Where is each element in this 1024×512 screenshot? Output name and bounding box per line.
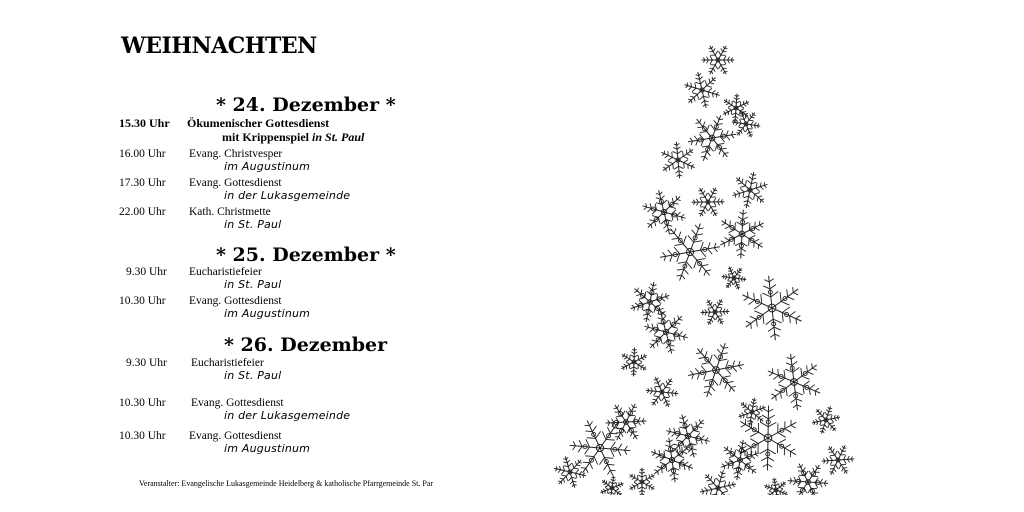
snowflake-icon <box>689 344 744 397</box>
event-location: im Augustinum <box>224 307 311 320</box>
snowflake-icon <box>723 94 748 122</box>
snowflake-icon <box>554 457 585 488</box>
event-name: Evang. Gottesdienst <box>189 430 282 442</box>
snowflake-icon <box>765 478 787 495</box>
event-location: im Augustinum <box>224 442 311 455</box>
event-name: Kath. Christmette <box>189 206 271 218</box>
event-name: Ökumenischer Gottesdienst <box>187 116 330 130</box>
event-subtitle: mit Krippenspiel <box>222 130 310 144</box>
event-name: Evang. Gottesdienst <box>189 177 282 189</box>
event-time: 16.00 Uhr <box>119 148 166 160</box>
snowflake-icon <box>631 282 669 321</box>
snowflake-icon <box>692 188 724 216</box>
event-time: 10.30 Uhr <box>119 430 166 442</box>
day-heading-25: * 25. Dezember * <box>216 244 396 266</box>
event-location: in St. Paul <box>224 278 282 291</box>
event-name: Eucharistiefeier <box>191 357 264 369</box>
snowflake-icon <box>722 267 746 289</box>
snowflake-icon <box>701 300 729 325</box>
snowflake-icon <box>702 46 734 74</box>
snowflake-icon <box>601 476 623 495</box>
snowflake-icon <box>643 191 685 234</box>
event-name-line2 <box>222 130 364 145</box>
event-location: in St. Paul <box>224 369 282 382</box>
snowflake-icon <box>822 446 854 475</box>
event-time: 10.30 Uhr <box>119 295 166 307</box>
snowflake-icon <box>685 72 719 107</box>
event-name: Eucharistiefeier <box>189 266 262 278</box>
event-location: in St. Paul <box>224 218 282 231</box>
event-name: Evang. Christvesper <box>189 148 283 160</box>
snowflake-icon <box>646 377 678 406</box>
snowflake-icon <box>700 471 735 495</box>
page-title: WEIHNACHTEN <box>121 33 317 59</box>
snowflake-icon <box>733 172 767 207</box>
event-time: 9.30 Uhr <box>126 266 167 278</box>
snowflake-icon <box>721 210 764 258</box>
snowflake-icon <box>743 276 801 340</box>
snowflake-tree-illustration <box>540 20 870 495</box>
snowflake-icon <box>688 116 735 161</box>
snowflake-icon <box>630 468 654 495</box>
event-time: 10.30 Uhr <box>119 397 166 409</box>
event-location: in der Lukasgemeinde <box>224 409 351 422</box>
event-location: in der Lukasgemeinde <box>224 189 351 202</box>
event-location: in St. Paul <box>312 130 365 144</box>
snowflake-icon <box>812 407 839 434</box>
snowflake-icon <box>768 354 820 410</box>
snowflake-icon <box>662 142 695 178</box>
event-location: im Augustinum <box>224 160 311 173</box>
event-time: 22.00 Uhr <box>119 206 166 218</box>
event-name: Evang. Gottesdienst <box>189 295 282 307</box>
snowflake-icon <box>606 404 646 440</box>
snowflake-icon <box>622 348 647 376</box>
event-time: 17.30 Uhr <box>119 177 166 189</box>
organizer-footer: Veranstalter: Evangelische Lukasgemeinde Heidelberg & katholische Pfarrgemeinde St. Par <box>139 479 434 488</box>
snowflake-icon <box>645 311 688 354</box>
day-heading-26: * 26. Dezember <box>224 334 388 356</box>
snowflake-icon <box>788 464 828 495</box>
event-name: Evang. Gottesdienst <box>191 397 284 409</box>
snowflake-icon <box>740 406 796 470</box>
snowflake-icon <box>652 438 693 482</box>
day-heading-24: * 24. Dezember * <box>216 94 396 116</box>
event-time: 9.30 Uhr <box>126 357 167 369</box>
event-time: 15.30 Uhr <box>119 116 170 130</box>
